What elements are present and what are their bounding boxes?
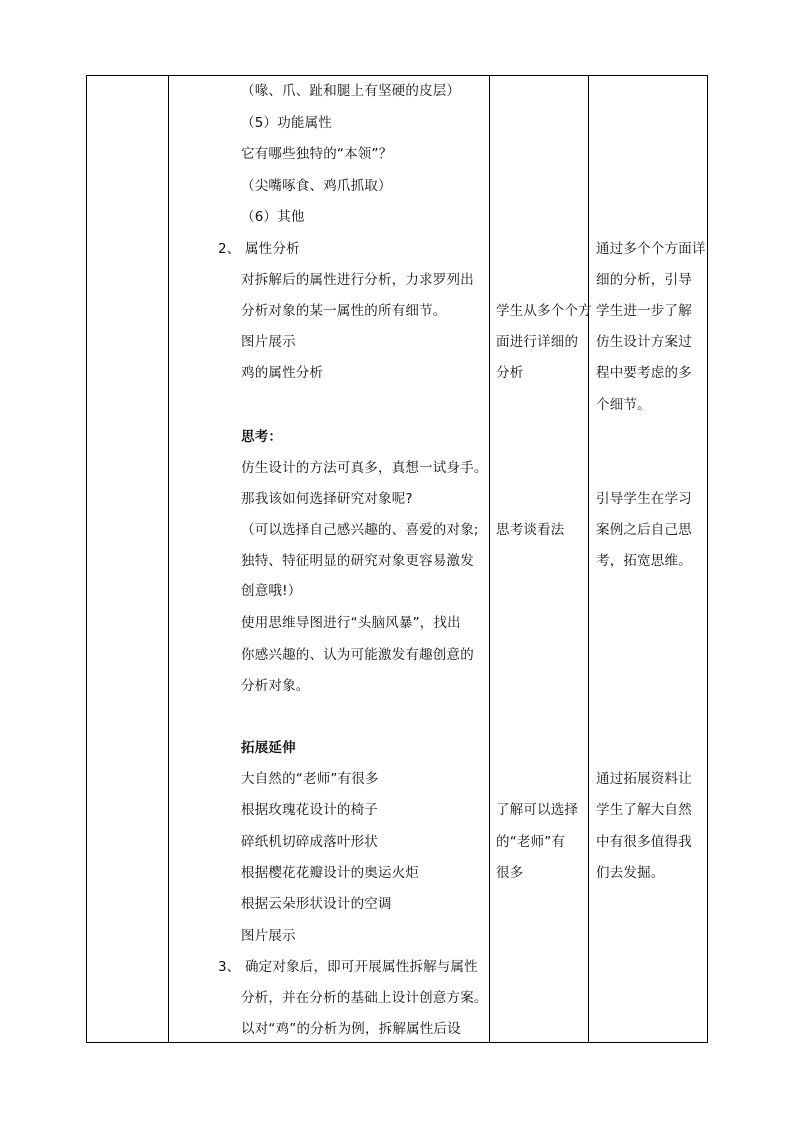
content-line: 根据云朵形状设计的空调 [241,896,392,912]
content-line: 创意哦!） [241,583,302,599]
section-heading: 3、 确定对象后，即可开展属性拆解与属性 [218,959,478,975]
section-heading: 2、 属性分析 [218,241,300,257]
content-line: 图片展示 [241,928,296,944]
table-top-border [86,75,707,76]
content-line: 碎纸机切碎成落叶形状 [241,834,378,850]
design-intent-line: 程中要考虑的多 [596,365,692,381]
content-line: （尖嘴啄食、鸡爪抓取） [241,178,392,194]
content-line: 图片展示 [241,334,296,350]
design-intent-line: 案例之后自己思 [596,522,692,538]
content-line: 你感兴趣的、认为可能激发有趣创意的 [241,647,474,663]
student-activity-line: 很多 [496,865,524,881]
content-line: 分析，并在分析的基础上设计创意方案。 [241,990,488,1006]
table-right-border [707,75,708,1043]
column-divider-1 [168,75,169,1043]
content-line: 独特、特征明显的研究对象更容易激发 [241,553,474,569]
student-activity-line: 的“老师”有 [496,834,566,850]
table-left-border [86,75,87,1043]
content-line: （喙、爪、趾和腿上有坚硬的皮层） [241,83,461,99]
content-line: 对拆解后的属性进行分析，力求罗列出 [241,272,474,288]
content-line: 使用思维导图进行“头脑风暴”，找出 [241,615,461,631]
design-intent-line: 通过拓展资料让 [596,771,692,787]
table-bottom-border [86,1042,707,1043]
design-intent-line: 学生了解大自然 [596,802,692,818]
content-line: 根据樱花花瓣设计的奥运火炬 [241,865,420,881]
content-line: （可以选择自己感兴趣的、喜爱的对象; [241,522,479,538]
design-intent-line: 细的分析，引导 [596,272,692,288]
student-activity-line: 思考谈看法 [496,522,565,538]
content-line: 分析对象的某一属性的所有细节。 [241,303,447,319]
design-intent-line: 个细节。 [596,397,651,413]
design-intent-line: 引导学生在学习 [596,491,692,507]
content-line: 分析对象。 [241,678,310,694]
column-divider-2 [489,75,490,1043]
thinking-heading: 思考： [241,429,283,445]
content-line: （6）其他 [241,209,305,225]
student-activity-line: 学生从多个个方 [496,303,592,319]
extension-heading: 拓展延伸 [241,740,296,756]
student-activity-line: 面进行详细的 [496,334,579,350]
design-intent-line: 们去发掘。 [596,865,665,881]
design-intent-line: 中有很多值得我 [596,834,692,850]
content-line: 根据玫瑰花设计的椅子 [241,802,378,818]
column-divider-3 [588,75,589,1043]
content-line: 那我该如何选择研究对象呢? [241,491,413,507]
content-line: 鸡的属性分析 [241,365,324,381]
content-line: 以对“鸡”的分析为例，拆解属性后设 [241,1021,461,1037]
design-intent-line: 通过多个个方面详 [596,241,706,257]
content-line: 它有哪些独特的“本领”？ [241,146,393,162]
student-activity-line: 分析 [496,365,524,381]
content-line: 仿生设计的方法可真多，真想一试身手。 [241,460,488,476]
design-intent-line: 仿生设计方案过 [596,334,692,350]
student-activity-line: 了解可以选择 [496,802,579,818]
design-intent-line: 考，拓宽思维。 [596,553,692,569]
design-intent-line: 学生进一步了解 [596,303,692,319]
content-line: 大自然的“老师”有很多 [241,771,379,787]
content-line: （5）功能属性 [241,115,332,131]
